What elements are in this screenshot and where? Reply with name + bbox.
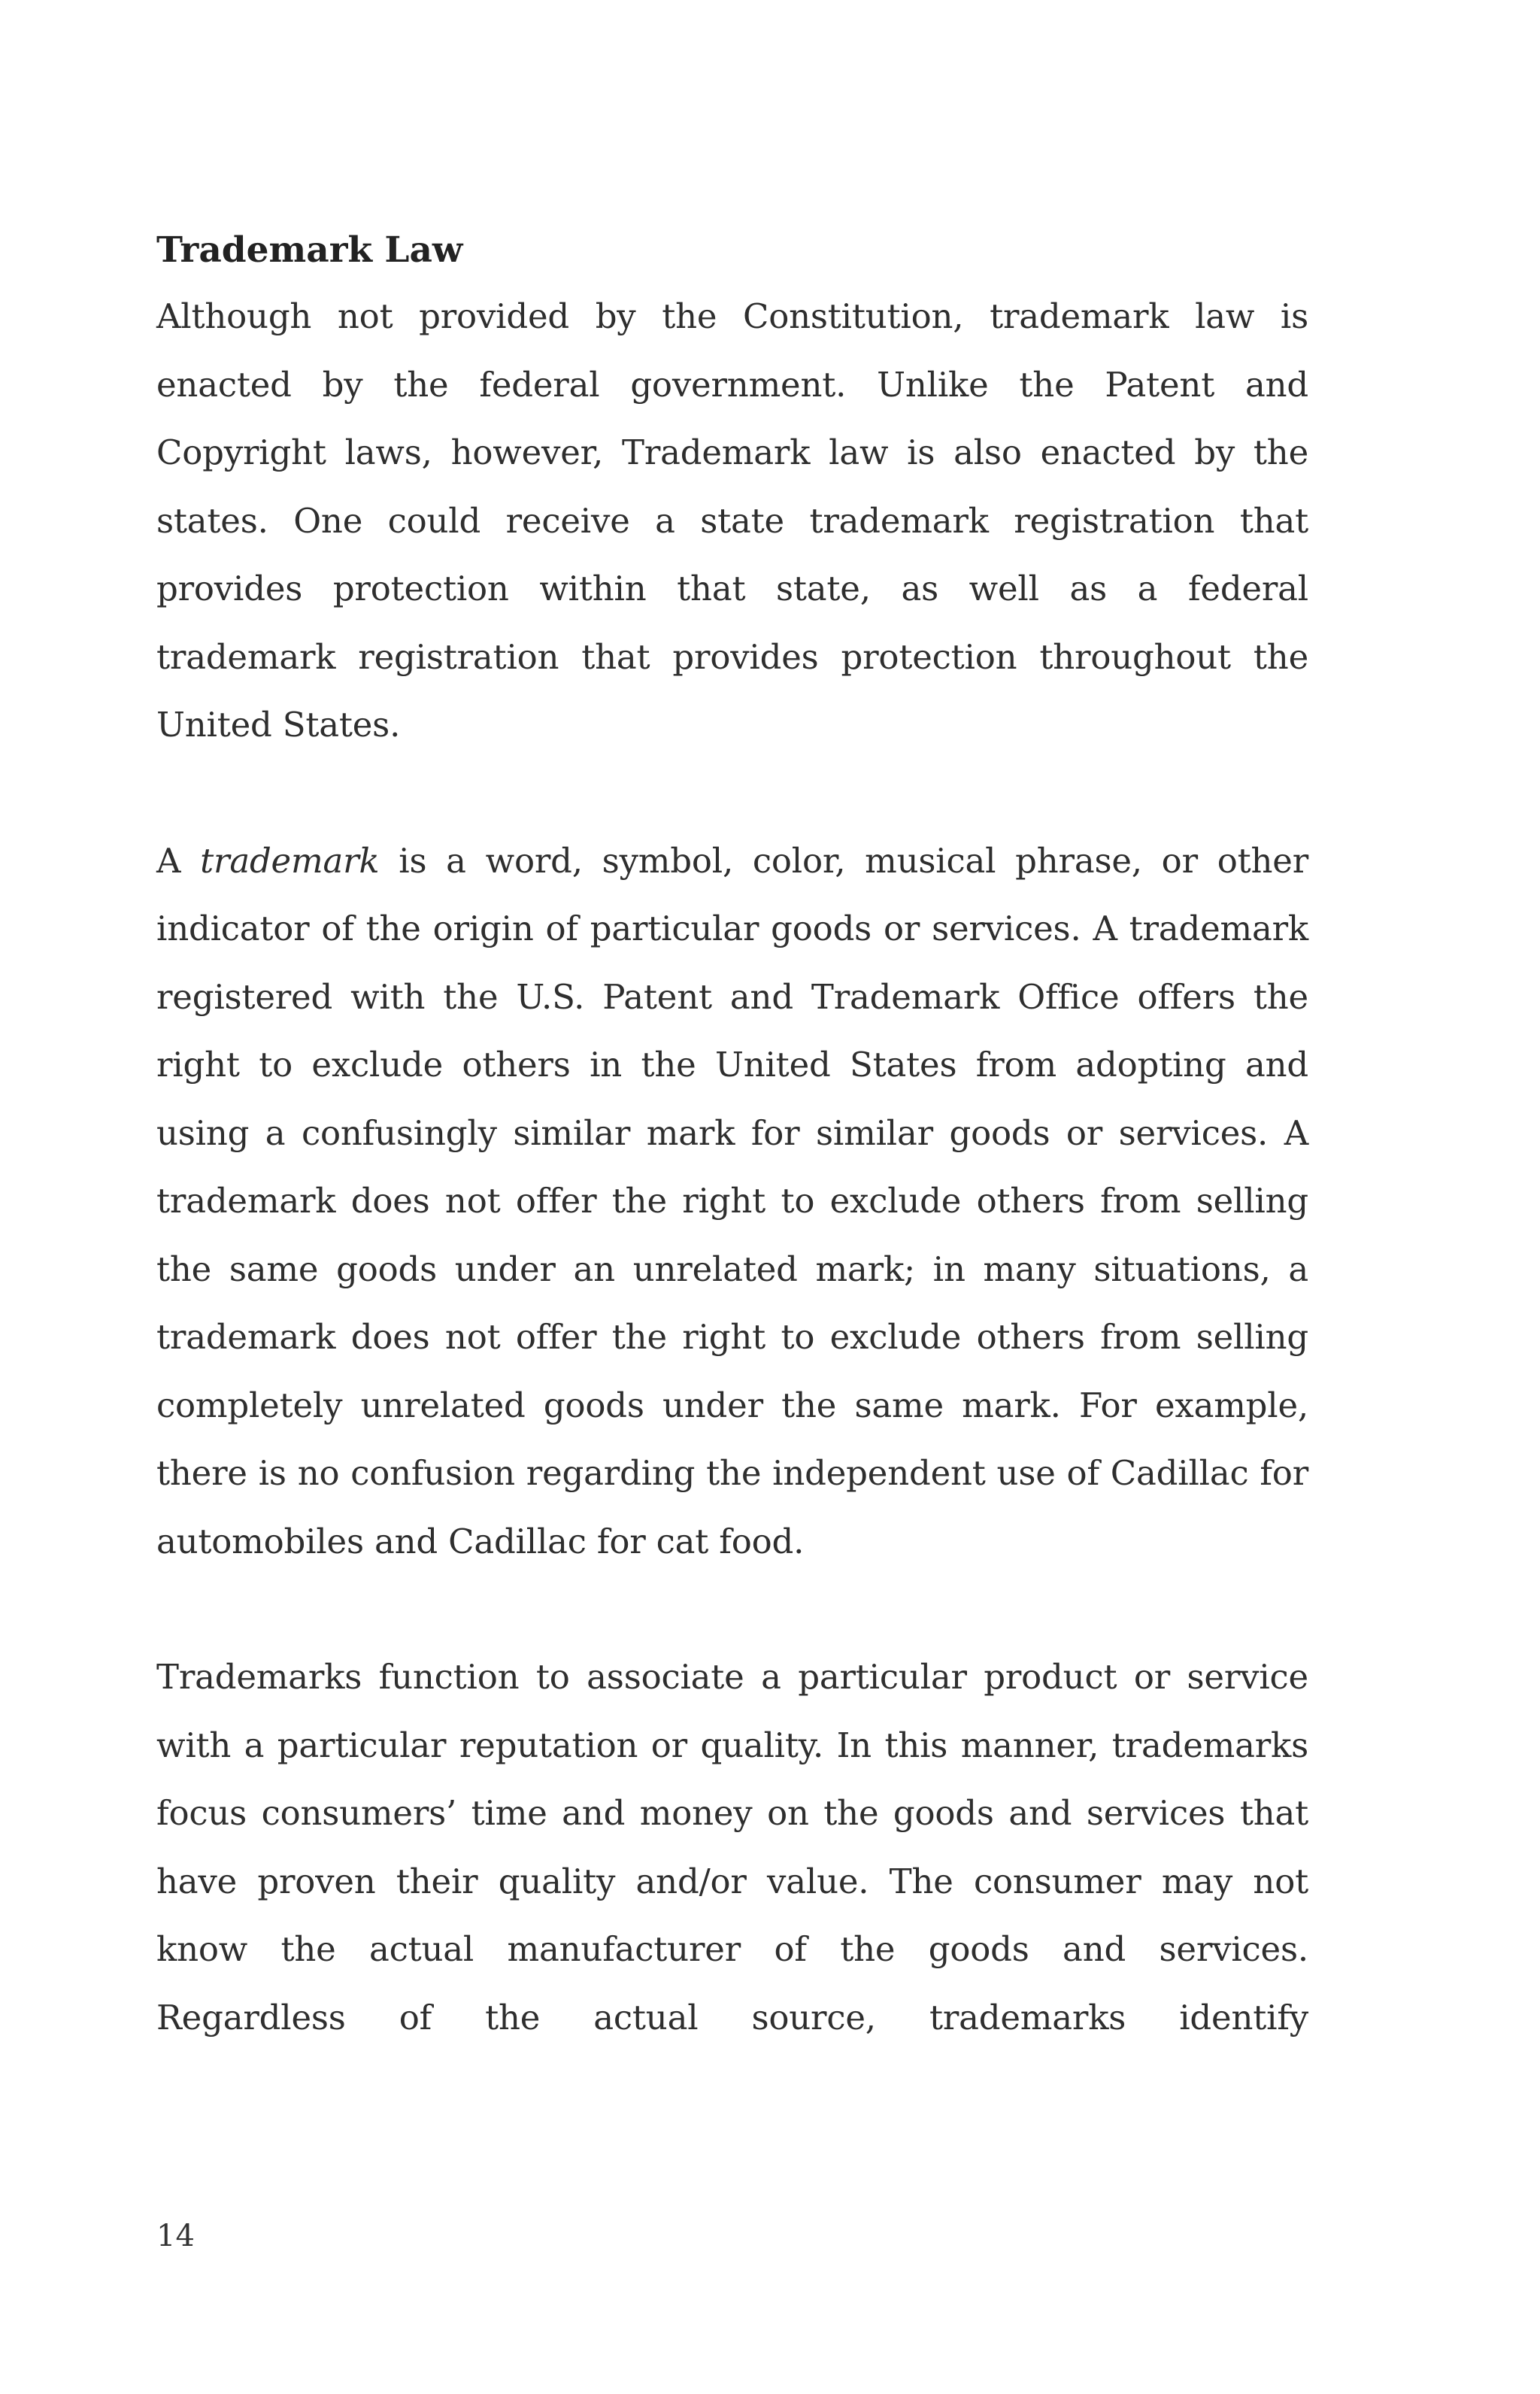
paragraph-2-lead: A — [156, 840, 201, 881]
paragraph-2-term: trademark — [200, 840, 380, 881]
paragraph-2-rest: is a word, symbol, color, musical phrase, or other indicator of the origin of particular goods or services. A trademark registered with the U.S. Patent and Trademark Office offers the right to exclude others in the United States from adopting and using a confusingly similar mark for similar goods or services. A trademark does not offer the right to exclude others from selling the same goods under an unrelated mark; in many situations, a trademark does not offer the right to exclude others from selling completely unrelated goods under the same mark. For example, there is no confusion regarding the independent use of Cadillac for automobiles and Cadillac for cat food. — [156, 840, 1309, 1561]
paragraph-1: Although not provided by the Constitution, trademark law is enacted by the federal government. Unlike the Patent and Copyright laws, however, Trademark law is also enacted by the states. One could receive a state trademark registration that provides protection within that state, as well as a federal trademark registration that provides protection throughout the United States. — [156, 296, 1308, 745]
paragraph-3: Trademarks function to associate a particular product or service with a particular reputation or quality. In this manner, trademarks focus consumers’ time and money on the goods and services that have proven their quality and/or value. The consumer may not know the actual manufacturer of the goods and services. Regardless of the actual source, trademarks identify — [156, 1657, 1308, 2037]
paragraph-2 — [156, 827, 1308, 1576]
section-heading: Trademark Law — [156, 229, 463, 271]
page-content — [156, 218, 1308, 2052]
page-number: 14 — [156, 2219, 195, 2253]
